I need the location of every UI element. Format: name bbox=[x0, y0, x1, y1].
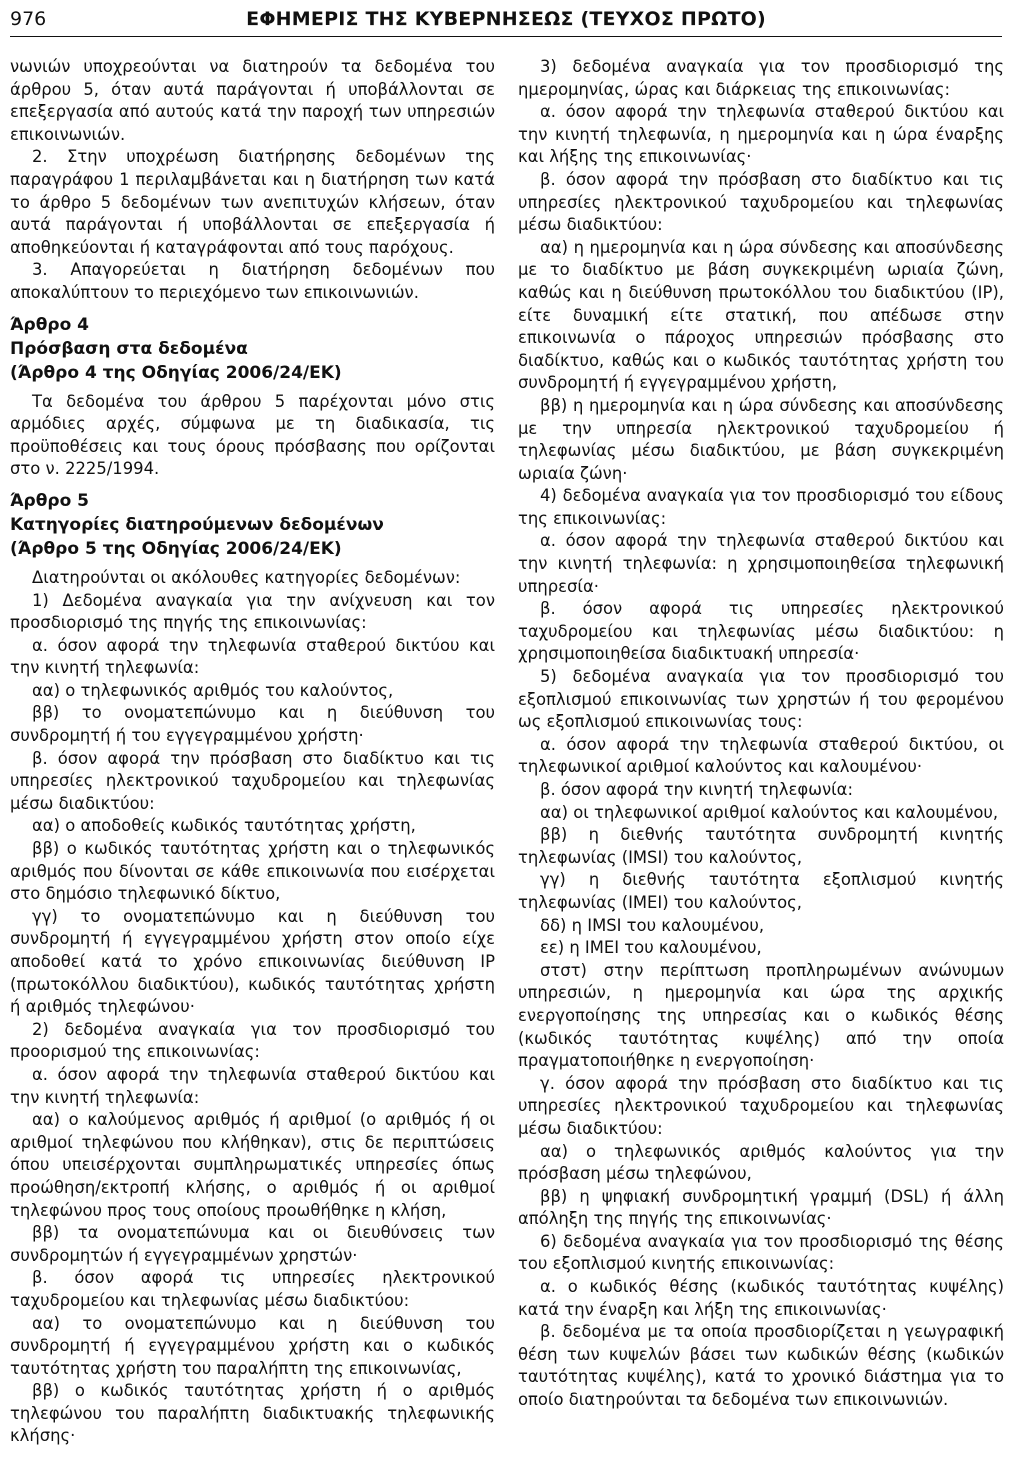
paragraph: ββ) τα ονοματεπώνυμα και οι διευθύνσεις των συνδρομητών ή εγγεγραμμένων χρηστών· bbox=[10, 1223, 495, 1265]
paragraph: ββ) η διεθνής ταυτότητα συνδρομητή κινητής τηλεφωνίας (IMSI) του καλούντος, bbox=[518, 825, 1004, 867]
paragraph: 6) δεδομένα αναγκαία για τον προσδιορισμό της θέσης του εξοπλισμού κινητής επικοινωνίας: bbox=[518, 1231, 1004, 1274]
header-rule bbox=[10, 36, 1002, 37]
paragraph: αα) το ονοματεπώνυμο και η διεύθυνση του συνδρομητή ή εγγεγραμμένου χρήστη και ο κωδικός ταυτότητας χρήστη του παραλήπτη της επικοινωνίας, bbox=[10, 1313, 495, 1378]
right-column bbox=[518, 56, 1004, 1412]
paragraph: νωνιών υποχρεούνται να διατηρούν τα δεδομένα του άρθρου 5, όταν αυτά παράγονται ή υποβάλλονται σε επεξεργασία από αυτούς κατά την παροχή των υπηρεσιών επικοινωνιών. bbox=[10, 57, 495, 144]
page-header bbox=[10, 8, 1002, 34]
paragraph: εε) η IMEI του καλουμένου, bbox=[540, 938, 762, 958]
paragraph: 3. Απαγορεύεται η διατήρηση δεδομένων που αποκαλύπτουν το περιεχόμενο των επικοινωνιών. bbox=[10, 260, 495, 302]
paragraph: 2) δεδομένα αναγκαία για τον προσδιορισμό του προορισμού της επικοινωνίας: bbox=[10, 1019, 495, 1062]
paragraph: ββ) ο κωδικός ταυτότητας χρήστη ή ο αριθμός τηλεφώνου του παραλήπτη διαδικτυακής τηλεφωνικής κλήσης· bbox=[10, 1381, 495, 1446]
article-4-number: Άρθρο 4 bbox=[10, 314, 89, 335]
paragraph: Διατηρούνται οι ακόλουθες κατηγορίες δεδομένων: bbox=[32, 567, 461, 587]
paragraph: Τα δεδομένα του άρθρου 5 παρέχονται μόνο στις αρμόδιες αρχές, σύμφωνα με τη διαδικασία, τις προϋποθέσεις και τους όρους πρόσβασης που ορίζονται στο ν. 2225/1994. bbox=[10, 391, 495, 479]
paragraph: δδ) η IMSI του καλουμένου, bbox=[540, 915, 765, 935]
paragraph: γγ) το ονοματεπώνυμο και η διεύθυνση του συνδρομητή ή εγγεγραμμένου χρήστη στον οποίο είχε αποδοθεί κατά το χρόνο επικοινωνίας διεύθυνση IP (πρωτοκόλλου διαδικτύου), κωδικός ταυτότητας χρήστη ή αριθμός τηλεφώνου· bbox=[10, 906, 495, 1017]
paragraph: β. όσον αφορά την πρόσβαση στο διαδίκτυο και τις υπηρεσίες ηλεκτρονικού ταχυδρομείου και τηλεφωνίας μέσω διαδικτύου: bbox=[518, 169, 1004, 235]
paragraph: 5) δεδομένα αναγκαία για τον προσδιορισμό του εξοπλισμού επικοινωνίας των χρηστών ή του φερομένου ως εξοπλισμού επικοινωνίας τους: bbox=[518, 667, 1004, 732]
paragraph: 4) δεδομένα αναγκαία για τον προσδιορισμό του είδους της επικοινωνίας: bbox=[518, 486, 1004, 528]
article-5-title: Κατηγορίες διατηρούμενων δεδομένων bbox=[10, 514, 384, 535]
paragraph: 2. Στην υποχρέωση διατήρησης δεδομένων της παραγράφου 1 περιλαμβάνεται και η διατήρηση των κατά το άρθρο 5 δεδομένων των ανεπιτυχών κλήσεων, όταν αυτά παράγονται ή υποβάλλονται σε επεξεργασία ή αποθηκεύονται ή καταγράφονται από τους παρόχους. bbox=[10, 147, 495, 257]
paragraph: β. όσον αφορά την πρόσβαση στο διαδίκτυο και τις υπηρεσίες ηλεκτρονικού ταχυδρομείου και τηλεφωνίας μέσω διαδικτύου: bbox=[10, 748, 495, 813]
paragraph: 1) Δεδομένα αναγκαία για την ανίχνευση και τον προσδιορισμό της πηγής της επικοινωνίας: bbox=[10, 590, 495, 633]
paragraph: γ. όσον αφορά την πρόσβαση στο διαδίκτυο και τις υπηρεσίες ηλεκτρονικού ταχυδρομείου και τηλεφωνίας μέσω διαδικτύου: bbox=[518, 1073, 1004, 1138]
paragraph: ββ) ο κωδικός ταυτότητας χρήστη και ο τηλεφωνικός αριθμός που δίνονται σε κάθε επικοινωνία που εισέρχεται στο δημόσιο τηλεφωνικό δίκτυο, bbox=[10, 839, 495, 904]
paragraph: αα) η ημερομηνία και η ώρα σύνδεσης και αποσύνδεσης με το διαδίκτυο με βάση συγκεκριμένη ωριαία ζώνη, καθώς και η διεύθυνση πρωτοκόλλου του διαδικτύου (IP), είτε δυναμική είτε στατική, που απέδωσε στην επικοινωνία ο πάροχος υπηρεσιών πρόσβασης στο διαδίκτυο, καθώς και ο κωδικός ταυτότητας χρήστη του συνδρομητή ή εγγεγραμμένου χρήστη, bbox=[518, 237, 1004, 393]
paragraph: αα) ο καλούμενος αριθμός ή αριθμοί (ο αριθμός ή οι αριθμοί τηλεφώνου που κλήθηκαν), στις δε περιπτώσεις όπου υπεισέρχονται συμπληρωματικές υπηρεσίες όπως προώθηση/εκτροπή κλήσης, ο αριθμός ή οι αριθμοί τηλεφώνου προς τους οποίους προωθήθηκε η κλήση, bbox=[10, 1110, 495, 1220]
paragraph: β. όσον αφορά την κινητή τηλεφωνία: bbox=[540, 780, 853, 799]
paragraph: ββ) η ψηφιακή συνδρομητική γραμμή (DSL) ή άλλη απόληξη της πηγής της επικοινωνίας· bbox=[518, 1186, 1004, 1229]
paragraph: γγ) η διεθνής ταυτότητα εξοπλισμού κινητής τηλεφωνίας (IMEI) του καλούντος, bbox=[518, 870, 1004, 912]
paragraph: α. όσον αφορά την τηλεφωνία σταθερού δικτύου και την κινητή τηλεφωνία, η ημερομηνία και η ώρα έναρξης και λήξης της επικοινωνίας· bbox=[518, 102, 1004, 167]
article-5-number: Άρθρο 5 bbox=[10, 490, 89, 511]
paragraph: στστ) στην περίπτωση προπληρωμένων ανώνυμων υπηρεσιών, η ημερομηνία και ώρα της αρχικής ενεργοποίησης της υπηρεσίας και ο κωδικός θέσης (κωδικός ταυτότητας κυψέλης) από την οποία πραγματοποιήθηκε η ενεργοποίηση· bbox=[518, 960, 1004, 1071]
paragraph: αα) οι τηλεφωνικοί αριθμοί καλούντος και καλουμένου, bbox=[540, 802, 999, 822]
article-4-reference: (Άρθρο 4 της Οδηγίας 2006/24/ΕΚ) bbox=[10, 362, 342, 383]
left-column bbox=[10, 56, 495, 1448]
paragraph: αα) ο τηλεφωνικός αριθμός καλούντος για την πρόσβαση μέσω τηλεφώνου, bbox=[518, 1141, 1004, 1184]
paragraph: α. όσον αφορά την τηλεφωνία σταθερού δικτύου και την κινητή τηλεφωνία: bbox=[10, 1064, 495, 1107]
paragraph: αα) ο αποδοθείς κωδικός ταυτότητας χρήστη, bbox=[32, 816, 416, 836]
paragraph: β. όσον αφορά τις υπηρεσίες ηλεκτρονικού ταχυδρομείου και τηλεφωνίας μέσω διαδικτύου: η χρησιμοποιηθείσα διαδικτυακή υπηρεσία· bbox=[518, 599, 1004, 664]
running-title: ΕΦΗΜΕΡΙΣ ΤΗΣ ΚΥΒΕΡΝΗΣΕΩΣ (ΤΕΥΧΟΣ ΠΡΩΤΟ) bbox=[246, 8, 766, 30]
paragraph: α. όσον αφορά την τηλεφωνία σταθερού δικτύου, οι τηλεφωνικοί αριθμοί καλούντος και καλουμένου· bbox=[518, 734, 1004, 777]
paragraph: α. όσον αφορά την τηλεφωνία σταθερού δικτύου και την κινητή τηλεφωνία: η χρησιμοποιηθείσα τηλεφωνική υπηρεσία· bbox=[518, 531, 1004, 596]
page-number: 976 bbox=[10, 8, 47, 30]
paragraph: αα) ο τηλεφωνικός αριθμός του καλούντος, bbox=[32, 680, 394, 700]
paragraph: α. ο κωδικός θέσης (κωδικός ταυτότητας κυψέλης) κατά την έναρξη και λήξη της επικοινωνίας· bbox=[518, 1277, 1004, 1319]
paragraph: α. όσον αφορά την τηλεφωνία σταθερού δικτύου και την κινητή τηλεφωνία: bbox=[10, 635, 495, 678]
article-5-reference: (Άρθρο 5 της Οδηγίας 2006/24/ΕΚ) bbox=[10, 538, 342, 559]
paragraph: 3) δεδομένα αναγκαία για τον προσδιορισμό της ημερομηνίας, ώρας και διάρκειας της επικοινωνίας: bbox=[518, 57, 1004, 99]
paragraph: ββ) το ονοματεπώνυμο και η διεύθυνση του συνδρομητή ή του εγγεγραμμένου χρήστη· bbox=[10, 703, 495, 746]
paragraph: β. δεδομένα με τα οποία προσδιορίζεται η γεωγραφική θέση των κυψελών βάσει των κωδικών θέσης (κωδικών ταυτότητας κυψέλης), κατά το χρονικό διάστημα για το οποίο διατηρούνται τα δεδομένα των επικοινωνιών. bbox=[518, 1322, 1004, 1410]
paragraph: β. όσον αφορά τις υπηρεσίες ηλεκτρονικού ταχυδρομείου και τηλεφωνίας μέσω διαδικτύου: bbox=[10, 1268, 495, 1310]
paragraph: ββ) η ημερομηνία και η ώρα σύνδεσης και αποσύνδεσης με την υπηρεσία ηλεκτρονικού ταχυδρομείου ή τηλεφωνίας μέσω διαδικτύου, με βάση συγκεκριμένη ωριαία ζώνη· bbox=[518, 395, 1004, 483]
article-4-title: Πρόσβαση στα δεδομένα bbox=[10, 338, 248, 359]
